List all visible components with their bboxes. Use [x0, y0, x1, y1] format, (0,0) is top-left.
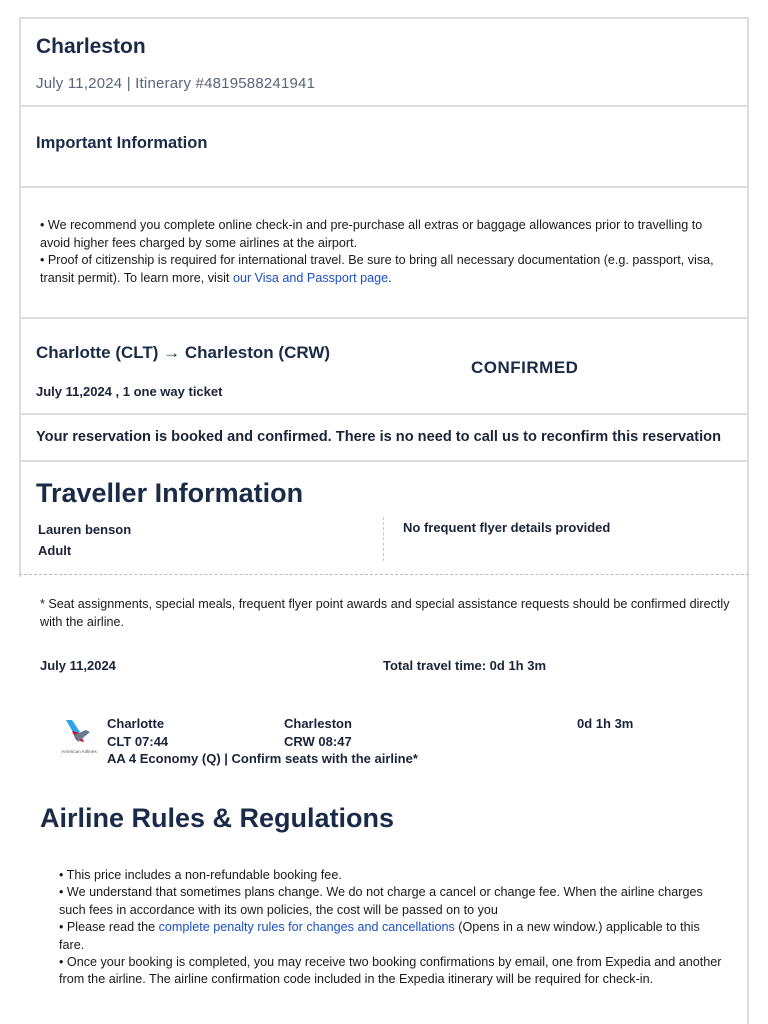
arrival-time: CRW 08:47 — [284, 734, 352, 749]
rule-text: • Please read the — [59, 920, 159, 935]
flight-date-line: July 11,2024 , 1 one way ticket — [36, 384, 223, 399]
destination-title: Charleston — [36, 35, 146, 58]
confirmation-message: Your reservation is booked and confirmed. There is no need to call us to reconfirm this reservation — [36, 429, 721, 445]
rule-item — [59, 919, 724, 954]
right-border — [747, 462, 749, 1024]
arrival-city: Charleston — [284, 716, 352, 731]
rule-item: • We understand that sometimes plans change. We do not charge a cancel or change fee. When the airline charges such fees in accordance with its own policies, the cost will be passed on to you — [59, 885, 703, 917]
rule-item: • This price includes a non-refundable booking fee. — [59, 868, 342, 882]
citizenship-note — [40, 252, 730, 287]
notes-text — [40, 217, 730, 287]
traveller-section — [19, 462, 749, 577]
status-badge: CONFIRMED — [471, 358, 579, 377]
american-airlines-logo — [60, 718, 98, 758]
citizenship-note-end: . — [388, 270, 392, 285]
total-travel-time: Total travel time: 0d 1h 3m — [383, 658, 547, 673]
flight-summary — [19, 319, 749, 415]
seat-note: * Seat assignments, special meals, frequent flyer point awards and special assistance requests should be confirmed directly with the airline. — [40, 597, 730, 629]
important-info-section — [19, 107, 749, 188]
traveller-type: Adult — [38, 543, 72, 558]
checkin-note: • We recommend you complete online check-in and pre-purchase all extras or baggage allowances prior to travelling to avoid higher fees charged by some airlines at the airport. — [40, 218, 703, 250]
visa-passport-link[interactable]: our Visa and Passport page — [232, 270, 389, 285]
rules-heading: Airline Rules & Regulations — [40, 803, 395, 833]
rule-item: • Once your booking is completed, you may receive two booking confirmations by email, one from Expedia and another from the airline. The airline confirmation code included in the Expedia itinerary will be required for check-in. — [59, 955, 722, 987]
rules-list — [59, 867, 724, 989]
departure-city: Charlotte — [107, 716, 165, 731]
departure-time: CLT 07:44 — [107, 734, 169, 749]
important-info-heading: Important Information — [36, 134, 208, 152]
citizenship-note-text: • Proof of citizenship is required for international travel. Be sure to bring all necessary documentation (e.g. passport, visa, transit permit). To learn more, visit — [40, 253, 714, 285]
penalty-rules-link[interactable]: complete penalty rules for changes and cancellations — [158, 920, 455, 935]
rule-text: (Opens in a new window.) applicable to this fare. — [59, 920, 700, 952]
itinerary-header — [19, 17, 749, 107]
itinerary-subtitle: July 11,2024 | Itinerary #4819588241941 — [36, 75, 316, 92]
american-airlines-logo-icon — [60, 718, 98, 758]
trip-date: July 11,2024 — [40, 658, 116, 673]
traveller-name: Lauren benson — [38, 522, 132, 537]
traveller-divider — [383, 517, 384, 561]
segment-duration: 0d 1h 3m — [577, 716, 634, 731]
flight-route: Charlotte (CLT) → Charleston (CRW) — [36, 343, 331, 362]
section-divider — [19, 574, 749, 575]
airline-logo-text: American Airlines — [61, 749, 97, 754]
traveller-heading: Traveller Information — [36, 478, 304, 508]
confirmation-message-box — [19, 415, 749, 462]
segment-details: AA 4 Economy (Q) | Confirm seats with the airline* — [107, 751, 418, 766]
notes-section — [19, 188, 749, 319]
frequent-flyer-info: No frequent flyer details provided — [403, 520, 611, 535]
